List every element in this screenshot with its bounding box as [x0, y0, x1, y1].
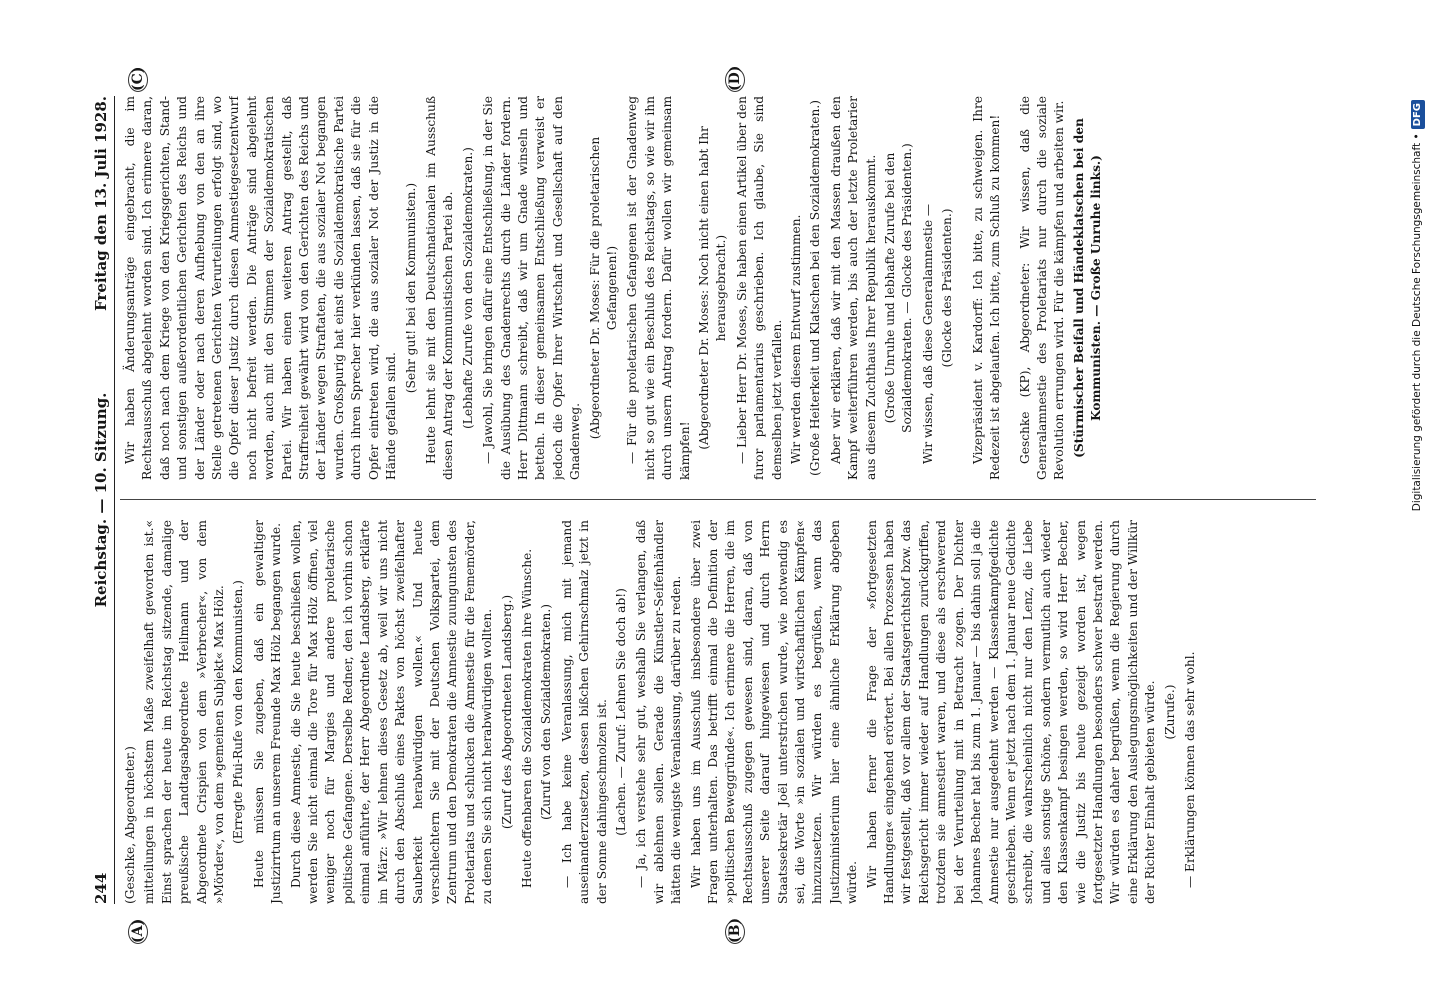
margin-mark-a: (A) — [130, 918, 146, 943]
interjection: (Große Unruhe und lebhafte Zurufe bei den Sozialdemokraten. — Glocke des Präsidenten.) — [883, 143, 915, 433]
margin-mark-d: (D) — [727, 65, 743, 91]
interjection: (Glocke des Präsidenten.) — [940, 208, 955, 368]
paragraph: Wir haben Änderungsanträge eingebracht, die im Rechtsausschuß abgelehnt worden sind. Ich erinnere daran, daß noch nach dem Kriege von den Kriegsgerichten, Stand- und sonstigen außerordentlichen Gerichten des Reichs und der Länder oder nach deren Aufhebung von den an ihre Stelle getretenen Gerichten Verurteilungen erfolgt sind, wo die Opfer dieser Justiz durch diesen Amnestiegesetzentwurf noch nicht befreit werden. Die Anträge sind abgelehnt worden, auch mit den Stimmen der Sozialdemokratischen Partei. Wir haben einen weiteren Antrag gestellt, daß Straffreiheit gewährt wird von den Gerichten des Reichs und der Länder wegen Straftaten, die aus sozialer Not begangen wurden. Großspurig hat einst die Sozialdemokratische Partei durch ihren Sprecher hier verkünden lassen, daß sie für die Opfer eintreten wird, die aus sozialer Not der Justiz in die Hände gefallen sind. — [123, 96, 399, 480]
paragraph: — Ja, ich verstehe sehr gut, weshalb Sie verlangen, daß wir ablehnen sollen. Gerade die Künstler-Seifenhändler hätten die wenigste Veranlassung, darüber zu reden. — [634, 520, 684, 904]
paragraph: — Jawohl, Sie bringen dafür eine Entschließung, in der Sie die Ausübung des Gnadenrechts durch die Länder fordern. Herr Dittmann schreibt, daß wir um Gnade winseln und betteln. In dieser gemeinsamen Entschließung verweist er jedoch die Opfer Ihrer Wirtschaft und Gesellschaft auf den Gnadenweg. — [481, 96, 583, 480]
dfg-logo: DFG — [1411, 100, 1425, 129]
paragraph: Heute müssen Sie zugeben, daß ein gewaltiger Justizirrtum an unserem Freunde Max Hölz begangen wurde. — [251, 520, 284, 904]
interjection: (Stürmischer Beifall und Händeklatschen bei den Kommunisten. — Große Unruhe links.) — [1071, 118, 1104, 458]
paragraph: — Erklärungen können das sehr wohl. — [1182, 651, 1197, 888]
president-remark: Vizepräsident v. Kardorff: Ich bitte, zu schweigen. Ihre Redezeit ist abgelaufen. Ich bitte, zum Schluß zu kommen! — [970, 96, 1003, 480]
paragraph: Durch diese Amnestie, die Sie heute beschließen wollen, werden Sie nicht einmal die Tore für Max Hölz öffnen, viel weniger noch für Margies und andere proletarische politische Gefangene. Derselbe Redner, den ich vorhin schon einmal anführte, der Herr Abgeordnete Landsberg, erklärte im März: »Wir lehnen dieses Gesetz ab, weil wir uns nicht durch den Abschluß eines Paktes von höchst zweifelhafter Sauberkeit herabwürdigen wollen.« Und heute verschlechtern Sie mit der Deutschen Volkspartei, dem Zentrum und den Demokraten die Amnestie zuungunsten des Proletariats und schlucken die Amnestie für die Fememörder, zu denen Sie sich nicht herabwürdigen wollten. — [288, 520, 495, 904]
digitization-text: Digitalisierung gefördert durch die Deutsche Forschungsgemeinschaft • — [1411, 133, 1423, 512]
paragraph: Wir wissen, daß diese Generalamnestie — — [920, 203, 935, 464]
interjection: (Abgeordneter Dr. Moses: Für die proletarischen Gefangenen!) — [587, 136, 619, 440]
session-date: Freitag den 13. Juli 1928. — [92, 96, 110, 311]
interjection: (Zurufe.) — [1162, 684, 1177, 740]
interjection: (Lebhafte Zurufe von den Sozialdemokraten.) — [460, 147, 475, 429]
interjection: (Große Heiterkeit und Klatschen bei den Sozialdemokraten.) — [808, 100, 823, 476]
interjection: (Abgeordneter Dr. Moses: Noch nicht einen habt Ihr herausgebracht.) — [697, 126, 729, 450]
paragraph: — Ich habe keine Veranlassung, mich mit jemand auseinanderzusetzen, dessen bißchen Gehirnschmalz jetzt in der Sonne dahingeschmolzen ist. — [559, 520, 609, 904]
column-divider — [120, 499, 1316, 500]
paragraph: — Für die proletarischen Gefangenen ist der Gnadenweg nicht so gut wie ein Beschluß des Reichstags, so wie wir ihn durch unsern Antrag fordern. Dafür wollen wir gemeinsam kämpfen! — [625, 96, 692, 480]
paragraph: Heute lehnt sie mit den Deutschnationalen im Ausschuß diesen Antrag der Kommunistischen Partei ab. — [423, 96, 456, 480]
paragraph: Geschke (KP), Abgeordneter: Wir wissen, daß die Generalamnestie des Proletariats nur durch die soziale Revolution errungen wird. Für die kämpfen und arbeiten wir. — [1017, 96, 1067, 480]
paragraph: mitteilungen in höchstem Maße zweifelhaft geworden ist.« Einst sprachen der heute im Reichstag sitzende, damalige preußische Landtagsabgeordnete Heilmann und der Abgeordnete Crispien von dem »Verbrecher«, von dem »Mörder«, von dem »gemeinen Subjekt« Max Hölz. — [142, 520, 227, 904]
page-number: 244 — [92, 872, 110, 904]
margin-mark-c: (C) — [130, 66, 146, 91]
digitization-text-wrap — [1410, 100, 1424, 900]
rotated-page — [90, 65, 1330, 943]
margin-mark-b: (B) — [727, 917, 743, 943]
paragraph: Aber wir erklären, daß wir mit den Massen draußen den Kampf weiterführen werden, bis auch der letzte Proletarier aus diesem Zuchthaus Ihrer Republik herauskommt. — [828, 96, 878, 480]
speaker-line: (Geschke, Abgeordneter.) — [123, 746, 137, 904]
interjection: (Zuruf von den Sozialdemokraten.) — [539, 604, 554, 820]
interjection: (Erregte Pfui-Rufe von den Kommunisten.) — [231, 580, 246, 844]
spacer — [1007, 96, 1017, 480]
interjection: (Lachen. — Zuruf: Lehnen Sie doch ab!) — [613, 588, 628, 836]
left-column — [122, 520, 1318, 904]
page-header — [90, 96, 115, 904]
paragraph: Wir haben ferner die Frage der »fortgesetzten Handlungen« eingehend erörtert. Bei allen Prozessen haben wir festgestellt, daß vor allem der Staatsgerichtshof bzw. das Reichsgericht immer wieder auf Handlungen zurückgriffen, trotzdem sie amnestiert waren, und diese als erschwerend bei der Verurteilung mit in Betracht zogen. Der Dichter Johannes Becher hat bis zum 1. Januar — bis dahin soll ja die Amnestie nur ausgedehnt werden — Klassenkampfgedichte geschrieben. Wenn er jetzt nach dem 1. Januar neue Gedichte schreibt, die wahrscheinlich nicht nur den Lenz, die Liebe und alles sonstige Schöne, sondern vermutlich auch wieder den Klassenkampf besingen werden, so wird Herr Becher, wie die Justiz bis heute gezeigt worden ist, wegen fortgesetzter Handlungen besonders schwer bestraft werden. Wir würden es daher begrüßen, wenn die Regierung durch eine Erklärung den Auslegungsmöglichkeiten und der Willkür der Richter Einhalt gebieten würde. — [864, 520, 1158, 904]
paragraph: Wir werden diesem Entwurf zustimmen. — [789, 214, 804, 464]
digitization-note — [1408, 10, 1426, 990]
interjection: (Zuruf des Abgeordneten Landsberg.) — [499, 594, 514, 830]
paragraph: Heute offenbaren die Sozialdemokraten ihre Wünsche. — [519, 548, 534, 888]
paragraph: Wir haben uns im Ausschuß insbesondere über zwei Fragen unterhalten. Das betrifft einmal die Definition der »politischen Beweggründe«. Ich erinnere die Herren, die im Rechtsausschuß zugegen gewesen sind, daran, daß von unserer Seite darauf hingewiesen und durch Herrn Staatssekretär Joël unterstrichen wurde, wie notwendig es sei, die Worte »in sozialen und wirtschaftlichen Kämpfen« hinzuzusetzen. Wir würden es begrüßen, wenn das Justizministerium hier eine ähnliche Erklärung abgeben würde. — [688, 520, 860, 904]
paragraph: — Lieber Herr Dr. Moses, Sie haben einen Artikel über den furor parlamentarius geschrieben. Ich glaube, Sie sind demselben jetzt verfallen. — [734, 96, 784, 480]
session-title: Reichstag. — 10. Sitzung. — [92, 392, 110, 608]
right-column — [122, 96, 1318, 480]
interjection: (Sehr gut! bei den Kommunisten.) — [403, 182, 418, 394]
spacer — [960, 96, 970, 480]
